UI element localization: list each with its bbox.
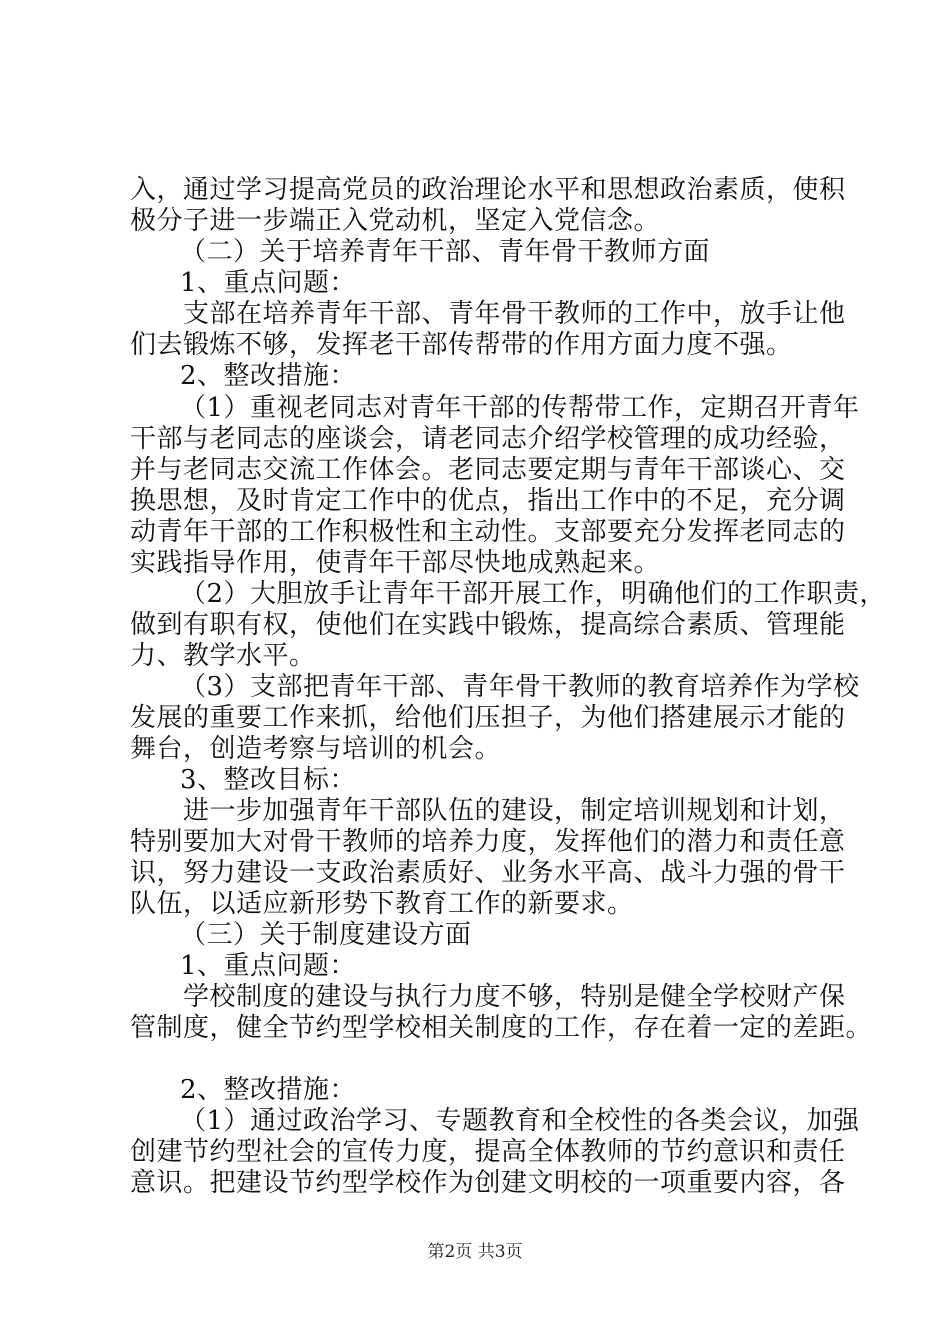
paragraph-line: 学校制度的建设与执行力度不够，特别是健全学校财产保 xyxy=(183,982,846,1012)
subheading: 2、整改措施： xyxy=(180,361,357,391)
paragraph-line: （3）支部把青年干部、青年骨干教师的教育培养作为学校 xyxy=(180,672,860,702)
paragraph-line: 实践指导作用，使青年干部尽快地成熟起来。 xyxy=(130,548,661,578)
paragraph-line: 力、教学水平。 xyxy=(130,641,316,671)
section-heading: （三）关于制度建设方面 xyxy=(180,920,472,950)
paragraph-line: 识，努力建设一支政治素质好、业务水平高、战斗力强的骨干 xyxy=(130,858,846,888)
page-number-footer: 第2页 共3页 xyxy=(427,1242,523,1262)
paragraph-line: （2）大胆放手让青年干部开展工作，明确他们的工作职责， xyxy=(180,579,887,609)
paragraph-line: 做到有职有权，使他们在实践中锻炼，提高综合素质、管理能 xyxy=(130,610,846,640)
paragraph-line: （1）重视老同志对青年干部的传帮带工作，定期召开青年 xyxy=(180,393,860,423)
paragraph-line: 支部在培养青年干部、青年骨干教师的工作中，放手让他 xyxy=(183,299,846,329)
paragraph-line: 动青年干部的工作积极性和主动性。支部要充分发挥老同志的 xyxy=(130,517,846,547)
paragraph-line: （1）通过政治学习、专题教育和全校性的各类会议，加强 xyxy=(180,1106,860,1136)
subheading: 3、整改目标： xyxy=(180,765,357,795)
paragraph-line: 极分子进一步端正入党动机，坚定入党信念。 xyxy=(130,206,661,236)
paragraph-line: 干部与老同志的座谈会，请老同志介绍学校管理的成功经验， xyxy=(130,424,846,454)
paragraph-line: 管制度，健全节约型学校相关制度的工作，存在着一定的差距。 xyxy=(130,1013,873,1043)
paragraph-line: 特别要加大对骨干教师的培养力度，发挥他们的潜力和责任意 xyxy=(130,827,846,857)
paragraph-line: 换思想，及时肯定工作中的优点，指出工作中的不足，充分调 xyxy=(130,486,846,516)
paragraph-line: 发展的重要工作来抓，给他们压担子，为他们搭建展示才能的 xyxy=(130,703,846,733)
paragraph-line: 舞台，创造考察与培训的机会。 xyxy=(130,734,502,764)
subheading: 1、重点问题： xyxy=(180,268,357,298)
paragraph-line: 创建节约型社会的宣传力度，提高全体教师的节约意识和责任 xyxy=(130,1137,846,1167)
paragraph-line: 队伍，以适应新形势下教育工作的新要求。 xyxy=(130,889,634,919)
paragraph-line: 进一步加强青年干部队伍的建设，制定培训规划和计划， xyxy=(183,796,846,826)
paragraph-line: 并与老同志交流工作体会。老同志要定期与青年干部谈心、交 xyxy=(130,455,846,485)
paragraph-line: 们去锻炼不够，发挥老干部传帮带的作用方面力度不强。 xyxy=(130,330,793,360)
subheading: 1、重点问题： xyxy=(180,951,357,981)
paragraph-line: 意识。把建设节约型学校作为创建文明校的一项重要内容，各 xyxy=(130,1168,846,1198)
subheading: 2、整改措施： xyxy=(180,1075,357,1105)
paragraph-line: 入，通过学习提高党员的政治理论水平和思想政治素质，使积 xyxy=(130,175,846,205)
section-heading: （二）关于培养青年干部、青年骨干教师方面 xyxy=(180,237,711,267)
